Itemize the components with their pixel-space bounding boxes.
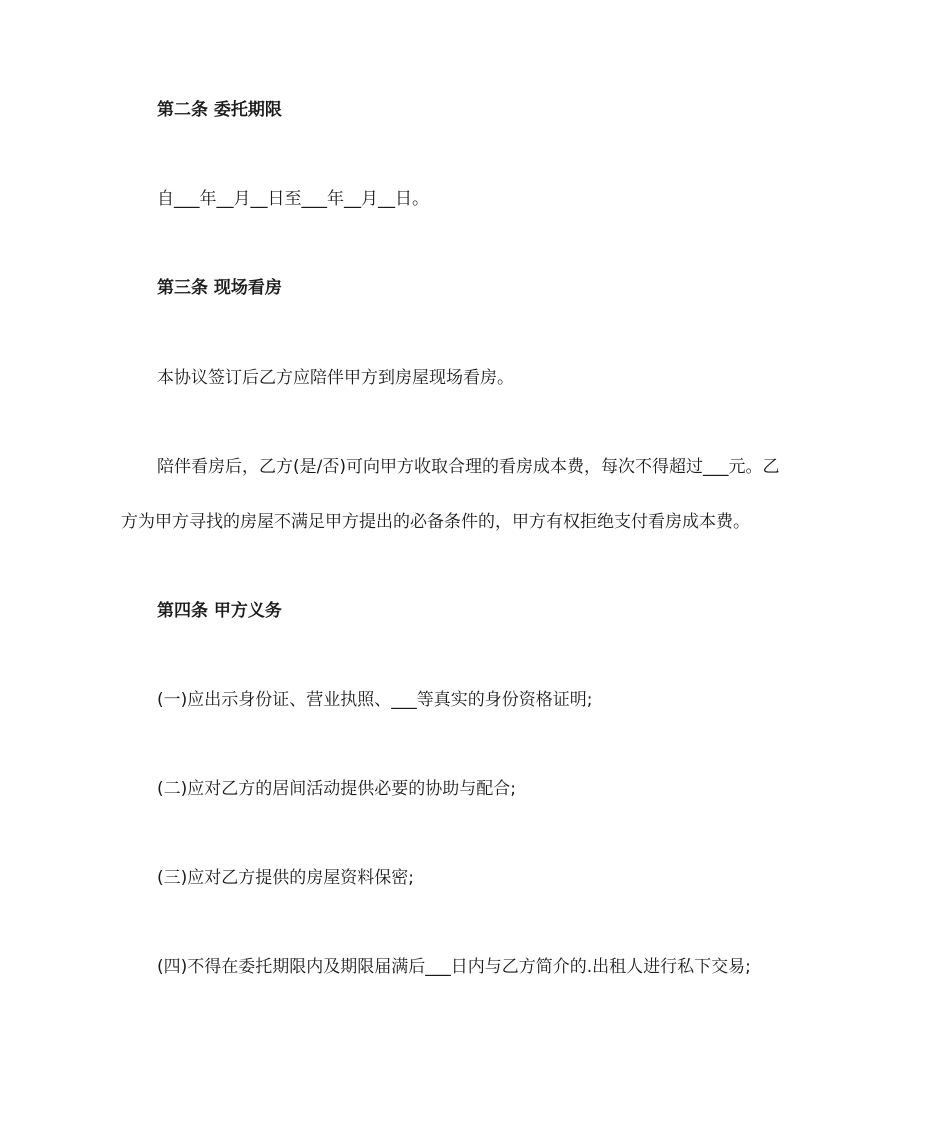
article-4-item-3: (三)应对乙方提供的房屋资料保密; xyxy=(157,868,414,888)
article-3-paragraph-2-line-1: 陪伴看房后，乙方(是/否)可向甲方收取合理的看房成本费，每次不得超过___元。乙 xyxy=(157,457,780,477)
article-4-item-4: (四)不得在委托期限内及期限届满后___日内与乙方简介的.出租人进行私下交易; xyxy=(157,957,751,977)
article-2-heading: 第二条 委托期限 xyxy=(157,100,282,120)
article-3-heading: 第三条 现场看房 xyxy=(157,278,282,298)
article-4-item-2: (二)应对乙方的居间活动提供必要的协助与配合; xyxy=(157,779,516,799)
article-2-term: 自___年__月__日至___年__月__日。 xyxy=(157,189,429,209)
article-4-item-1: (一)应出示身份证、营业执照、___等真实的身份资格证明; xyxy=(157,690,593,710)
article-4-heading: 第四条 甲方义务 xyxy=(157,601,282,621)
article-3-paragraph-2-line-2: 方为甲方寻找的房屋不满足甲方提出的必备条件的，甲方有权拒绝支付看房成本费。 xyxy=(121,512,750,532)
article-3-paragraph-1: 本协议签订后乙方应陪伴甲方到房屋现场看房。 xyxy=(157,368,514,388)
